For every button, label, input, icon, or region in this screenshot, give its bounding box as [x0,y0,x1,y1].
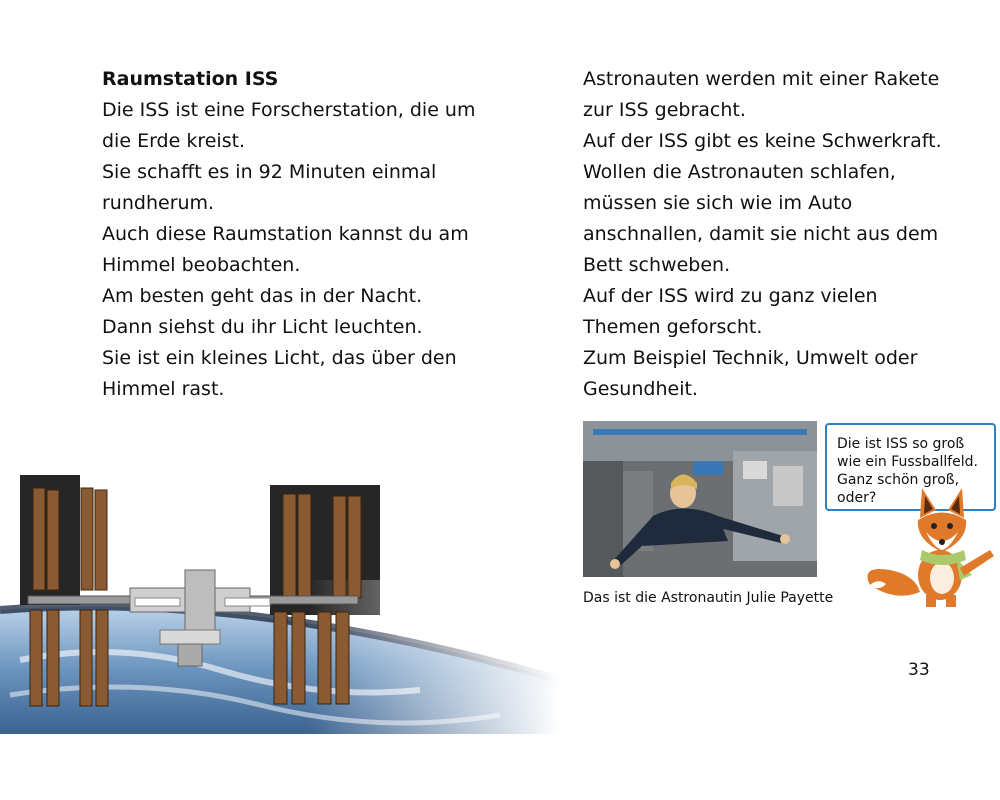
text-line: Sie ist ein kleines Licht, das über den [102,347,457,369]
text-line: zur ISS gebracht. [583,99,746,121]
text-line: Die ISS ist eine Forscherstation, die um [102,99,476,121]
fox-illustration [860,480,1000,610]
text-line: Bett schweben. [583,254,731,276]
text-line: Himmel beobachten. [102,254,301,276]
bubble-line: oder? [837,490,877,506]
text-line: rundherum. [102,192,215,214]
text-line: Auch diese Raumstation kannst du am [102,223,469,245]
left-text-column [102,64,532,405]
text-line: Gesundheit. [583,378,698,400]
text-line: Themen geforscht. [583,316,763,338]
text-line: die Erde kreist. [102,130,246,152]
text-line: anschnallen, damit sie nicht aus dem [583,223,939,245]
text-line: Am besten geht das in der Nacht. [102,285,423,307]
page-number: 33 [908,660,930,680]
text-line: Astronauten werden mit einer Rakete [583,68,940,90]
text-line: Wollen die Astronauten schlafen, [583,161,896,183]
astronaut-photo [583,421,817,577]
text-line: Dann siehst du ihr Licht leuchten. [102,316,423,338]
text-line: Auf der ISS wird zu ganz vielen [583,285,878,307]
text-line: Himmel rast. [102,378,225,400]
text-line: Zum Beispiel Technik, Umwelt oder [583,347,918,369]
text-line: müssen sie sich wie im Auto [583,192,853,214]
bubble-line: Ganz schön groß, [837,472,960,488]
text-line: Auf der ISS gibt es keine Schwerkraft. [583,130,942,152]
right-text-column [583,64,963,405]
text-line: Sie schafft es in 92 Minuten einmal [102,161,437,183]
iss-illustration [0,470,560,734]
photo-caption: Das ist die Astronautin Julie Payette [583,590,834,606]
bubble-line: wie ein Fussballfeld. [837,454,978,470]
section-heading: Raumstation ISS [102,68,279,90]
bubble-line: Die ist ISS so groß [837,436,965,452]
